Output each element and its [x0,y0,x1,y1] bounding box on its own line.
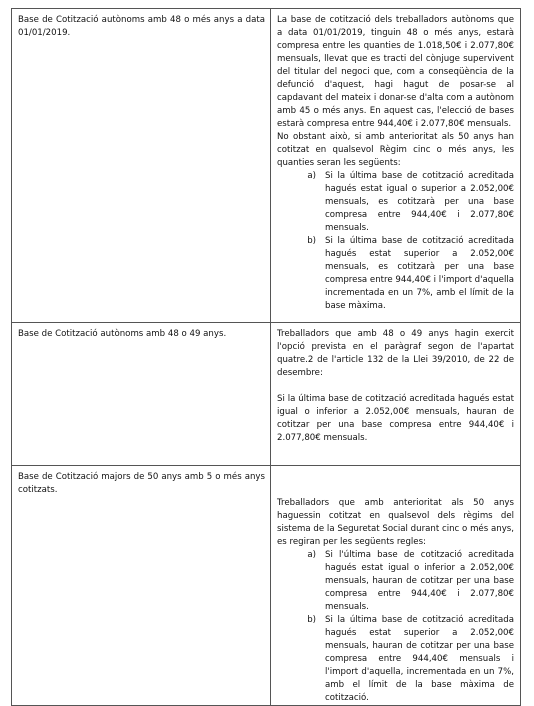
row-label: Base de Cotització autònoms amb 48 o 49 anys. [18,329,227,339]
paragraph: No obstant això, si amb anterioritat als 50 anys han cotitzat en qualsevol Règim cinc o més anys, les quanties seran les següents: [277,132,514,168]
item-marker: a) [307,550,316,560]
list-item [277,614,514,705]
row-content-cell [271,323,521,466]
item-marker: b) [307,615,316,625]
table-row [12,466,521,706]
item-marker: b) [307,236,316,246]
item-list [277,170,514,313]
item-list [277,549,514,705]
item-text: Si l'última base de cotització acreditada hagués estat igual o inferior a 2.052,00€ mensuals, hauran de cotitzar per una base compresa entre 944,40€ i 2.077,80€ mensuals. [325,550,514,612]
paragraph: Treballadors que amb anterioritat als 50 anys haguessin cotitzat en qualsevol dels règims del sistema de la Seguretat Social durant cinc o més anys, es regiran per les següents regles: [277,498,514,547]
paragraph: La base de cotització dels treballadors autònoms que a data 01/01/2019, tinguin 48 o més anys, estarà compresa entre les quanties de 1.018,50€ i 2.077,80€ mensuals, llevat que es tracti del cònjuge supervivent del titular del negoci que, com a conseqüència de la defunció d'aquest, hagi hagut de posar-se al capdavant del mateix i donar-se d'alta com a autònom amb 45 o més anys. En aquest cas, l'elecció de bases estarà compresa entre 944,40€ i 2.077,80€ mensuals. [277,15,514,129]
list-item [277,170,514,235]
row-content-cell [271,466,521,706]
list-item [277,235,514,313]
row-label-cell [12,9,271,323]
paragraph: Si la última base de cotització acreditada hagués estat igual o inferior a 2.052,00€ mensuals, hauran de cotitzar per una base compresa entre 944,40€ i 2.077,80€ mensuals. [277,394,514,443]
list-item [277,549,514,614]
spacer [277,471,514,497]
row-label: Base de Cotització majors de 50 anys amb 5 o més anys cotitzats. [18,472,265,495]
paragraph: Treballadors que amb 48 o 49 anys hagin exercit l'opció prevista en el paràgraf segon de l'apartat quatre.2 de l'article 132 de la Llei 39/2010, de 22 de desembre: [277,329,514,378]
row-label-cell [12,466,271,706]
table-row [12,9,521,323]
spacer [277,380,514,393]
item-marker: a) [307,171,316,181]
item-text: Si la última base de cotització acreditada hagués estat superior a 2.052,00€ mensuals, es cotitzarà per una base compresa entre 944,40€ i l'import d'aquella incrementada en un 7%, amb el límit de la base màxima. [325,236,514,311]
table-row [12,323,521,466]
item-text: Si la última base de cotització acreditada hagués estat superior a 2.052,00€ mensuals, hauran de cotitzar per una base compresa entre 944,40€ mensuals i l'import d'aquella, incrementada en un 7%, amb el límit de la base màxima de cotització. [325,615,514,703]
item-text: Si la última base de cotització acreditada hagués estat igual o superior a 2.052,00€ mensuals, es cotitzarà per una base compresa entre 944,40€ i 2.077,80€ mensuals. [325,171,514,233]
contribution-bases-table [11,8,521,706]
row-label: Base de Cotització autònoms amb 48 o més anys a data 01/01/2019. [18,15,265,38]
row-content-cell [271,9,521,323]
row-label-cell [12,323,271,466]
